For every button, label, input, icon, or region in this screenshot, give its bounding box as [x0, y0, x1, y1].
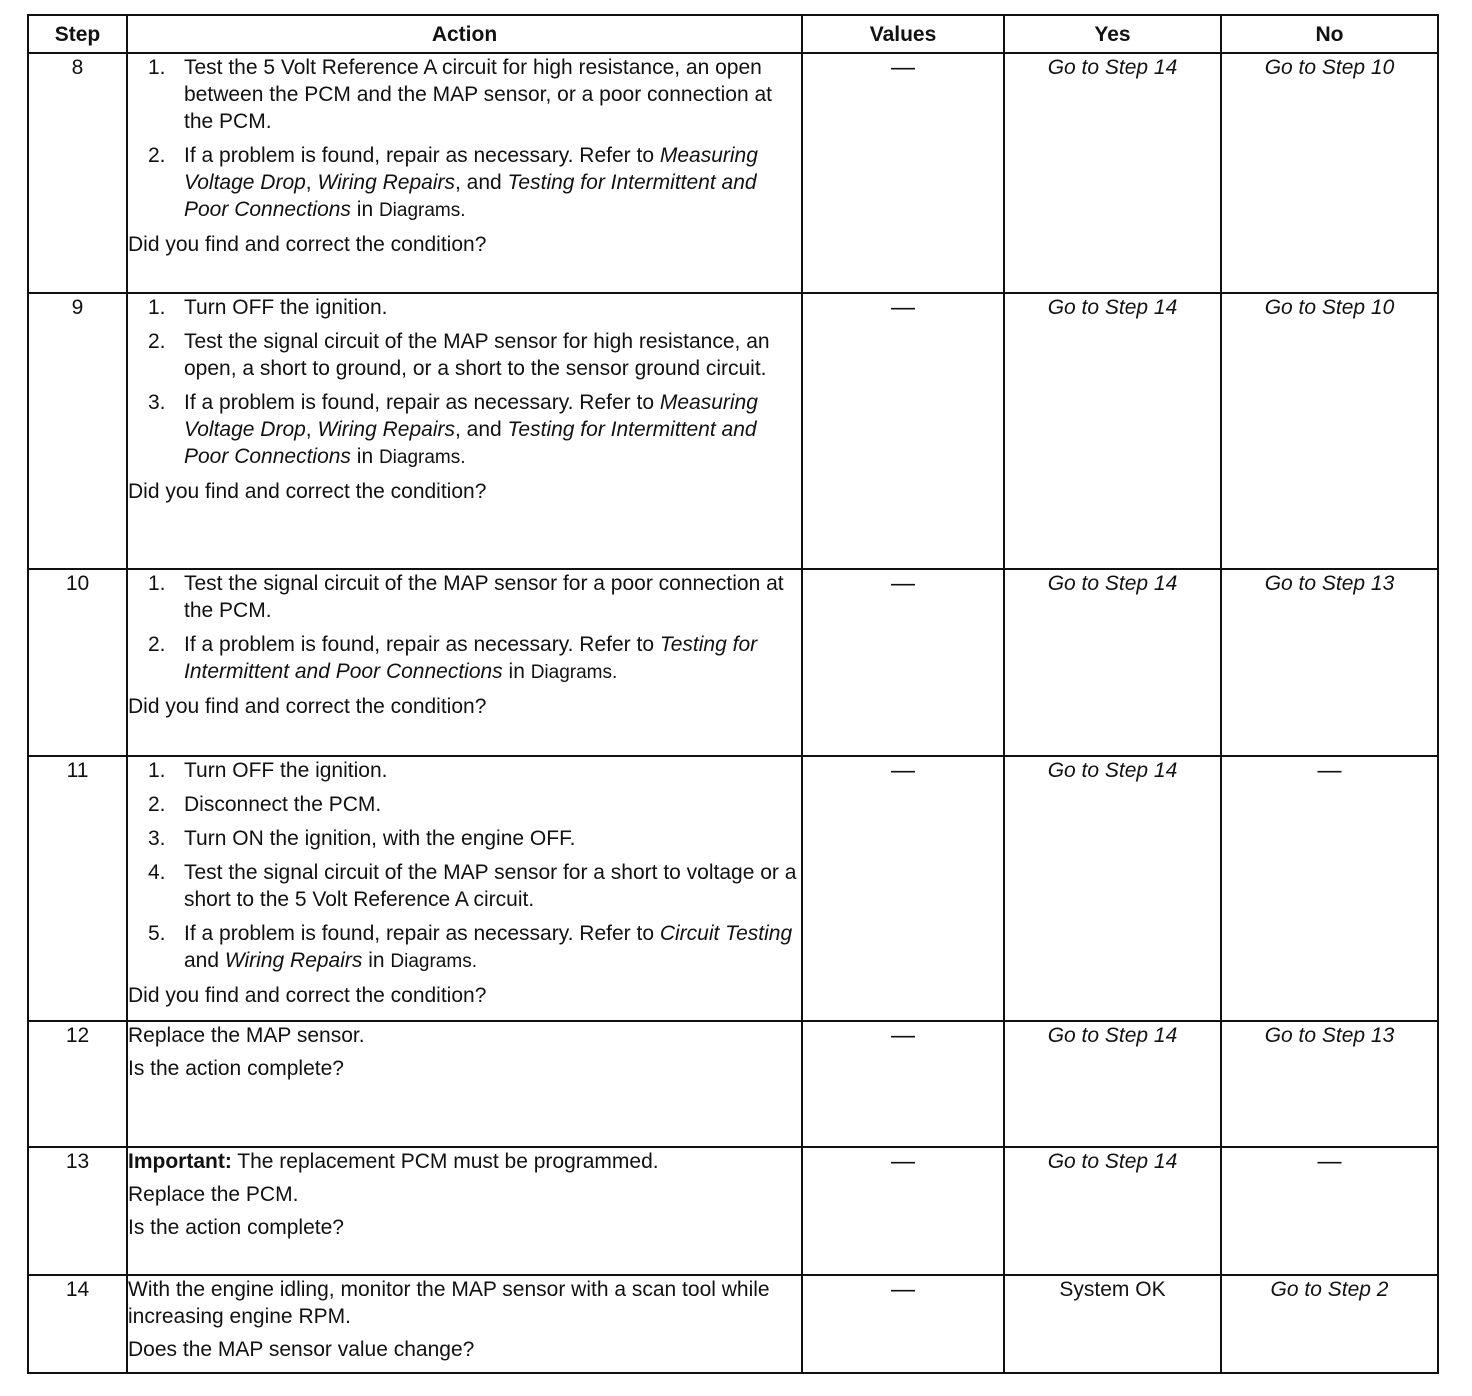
values-cell: — [802, 1021, 1004, 1147]
yes-link: Go to Step 14 [1047, 56, 1178, 79]
no-link: Go to Step 13 [1264, 1024, 1395, 1047]
no-link: Go to Step 2 [1270, 1278, 1389, 1301]
list-item: 1. Turn OFF the ignition. [148, 759, 388, 782]
question-text: Did you find and correct the condition? [128, 695, 487, 718]
yes-cell [1004, 1275, 1221, 1373]
list-item: 4. Test the signal circuit of the MAP sensor for a short to voltage or a short to the 5 Volt Reference A circuit. [148, 861, 797, 911]
list-item: 1. Test the 5 Volt Reference A circuit for high resistance, an open between the PCM and the MAP sensor, or a poor connection at the PCM. [148, 56, 772, 133]
action-list [128, 294, 801, 471]
values-cell: — [802, 1275, 1004, 1373]
yes-cell [1004, 293, 1221, 569]
action-text: Replace the MAP sensor. [128, 1024, 365, 1047]
question-text: Does the MAP sensor value change? [128, 1338, 475, 1361]
yes-link: Go to Step 14 [1047, 572, 1178, 595]
yes-cell [1004, 569, 1221, 756]
step-number: 10 [28, 569, 127, 756]
action-list [128, 570, 801, 686]
action-cell [127, 569, 802, 756]
header-no: No [1221, 15, 1438, 53]
header-step: Step [28, 15, 127, 53]
list-item: 5. If a problem is found, repair as necessary. Refer to Circuit Testing and Wiring Repairs in Diagrams. [148, 922, 793, 972]
table-row [28, 569, 1438, 756]
no-cell [1221, 293, 1438, 569]
question-text: Is the action complete? [128, 1216, 344, 1239]
list-item: 3. Turn ON the ignition, with the engine OFF. [148, 827, 576, 850]
action-list [128, 757, 801, 975]
values-cell: — [802, 293, 1004, 569]
list-item: 2. If a problem is found, repair as necessary. Refer to Testing for Intermittent and Poor Connections in Diagrams. [148, 633, 758, 683]
no-cell: — [1221, 756, 1438, 1021]
action-cell [127, 1147, 802, 1275]
header-action: Action [127, 15, 802, 53]
list-item: 1. Test the signal circuit of the MAP sensor for a poor connection at the PCM. [148, 572, 784, 622]
yes-cell [1004, 1147, 1221, 1275]
step-number: 9 [28, 293, 127, 569]
question-text: Did you find and correct the condition? [128, 480, 487, 503]
table-row [28, 1275, 1438, 1373]
list-item: 2. If a problem is found, repair as necessary. Refer to Measuring Voltage Drop, Wiring Repairs, and Testing for Intermittent and Poor Connections in Diagrams. [148, 144, 758, 221]
yes-cell [1004, 53, 1221, 293]
question-text: Is the action complete? [128, 1057, 344, 1080]
important-note: Important: The replacement PCM must be programmed. [128, 1150, 659, 1173]
important-label: Important: [128, 1150, 232, 1173]
values-cell: — [802, 1147, 1004, 1275]
action-cell [127, 293, 802, 569]
step-number: 12 [28, 1021, 127, 1147]
action-text: Replace the PCM. [128, 1183, 299, 1206]
table-row [28, 1021, 1438, 1147]
list-item: 3. If a problem is found, repair as necessary. Refer to Measuring Voltage Drop, Wiring Repairs, and Testing for Intermittent and Poor Connections in Diagrams. [148, 391, 758, 468]
action-cell [127, 756, 802, 1021]
step-number: 14 [28, 1275, 127, 1373]
step-number: 11 [28, 756, 127, 1021]
no-link: Go to Step 13 [1264, 572, 1395, 595]
question-text: Did you find and correct the condition? [128, 233, 487, 256]
table-row [28, 1147, 1438, 1275]
action-text: With the engine idling, monitor the MAP sensor with a scan tool while increasing engine RPM. [128, 1278, 770, 1328]
no-cell [1221, 1021, 1438, 1147]
no-link: Go to Step 10 [1264, 296, 1395, 319]
list-item: 1. Turn OFF the ignition. [148, 296, 388, 319]
yes-cell [1004, 1021, 1221, 1147]
table-row [28, 293, 1438, 569]
yes-cell [1004, 756, 1221, 1021]
step-number: 8 [28, 53, 127, 293]
header-values: Values [802, 15, 1004, 53]
yes-link: Go to Step 14 [1047, 1150, 1178, 1173]
yes-link: Go to Step 14 [1047, 296, 1178, 319]
question-text: Did you find and correct the condition? [128, 984, 487, 1007]
table-row [28, 53, 1438, 293]
list-item: 2. Disconnect the PCM. [148, 793, 382, 816]
no-link: Go to Step 10 [1264, 56, 1395, 79]
action-list [128, 54, 801, 224]
step-number: 13 [28, 1147, 127, 1275]
no-cell [1221, 53, 1438, 293]
values-cell: — [802, 756, 1004, 1021]
header-yes: Yes [1004, 15, 1221, 53]
no-cell [1221, 569, 1438, 756]
action-cell [127, 53, 802, 293]
no-cell: — [1221, 1147, 1438, 1275]
no-cell [1221, 1275, 1438, 1373]
yes-link: Go to Step 14 [1047, 759, 1178, 782]
yes-link: Go to Step 14 [1047, 1024, 1178, 1047]
list-item: 2. Test the signal circuit of the MAP sensor for high resistance, an open, a short to ground, or a short to the sensor ground circuit. [148, 330, 770, 380]
values-cell: — [802, 53, 1004, 293]
header-row [28, 15, 1438, 53]
table-row [28, 756, 1438, 1021]
diagnostic-table [27, 14, 1439, 1374]
yes-result: System OK [1059, 1278, 1166, 1301]
action-cell [127, 1021, 802, 1147]
action-cell [127, 1275, 802, 1373]
values-cell: — [802, 569, 1004, 756]
